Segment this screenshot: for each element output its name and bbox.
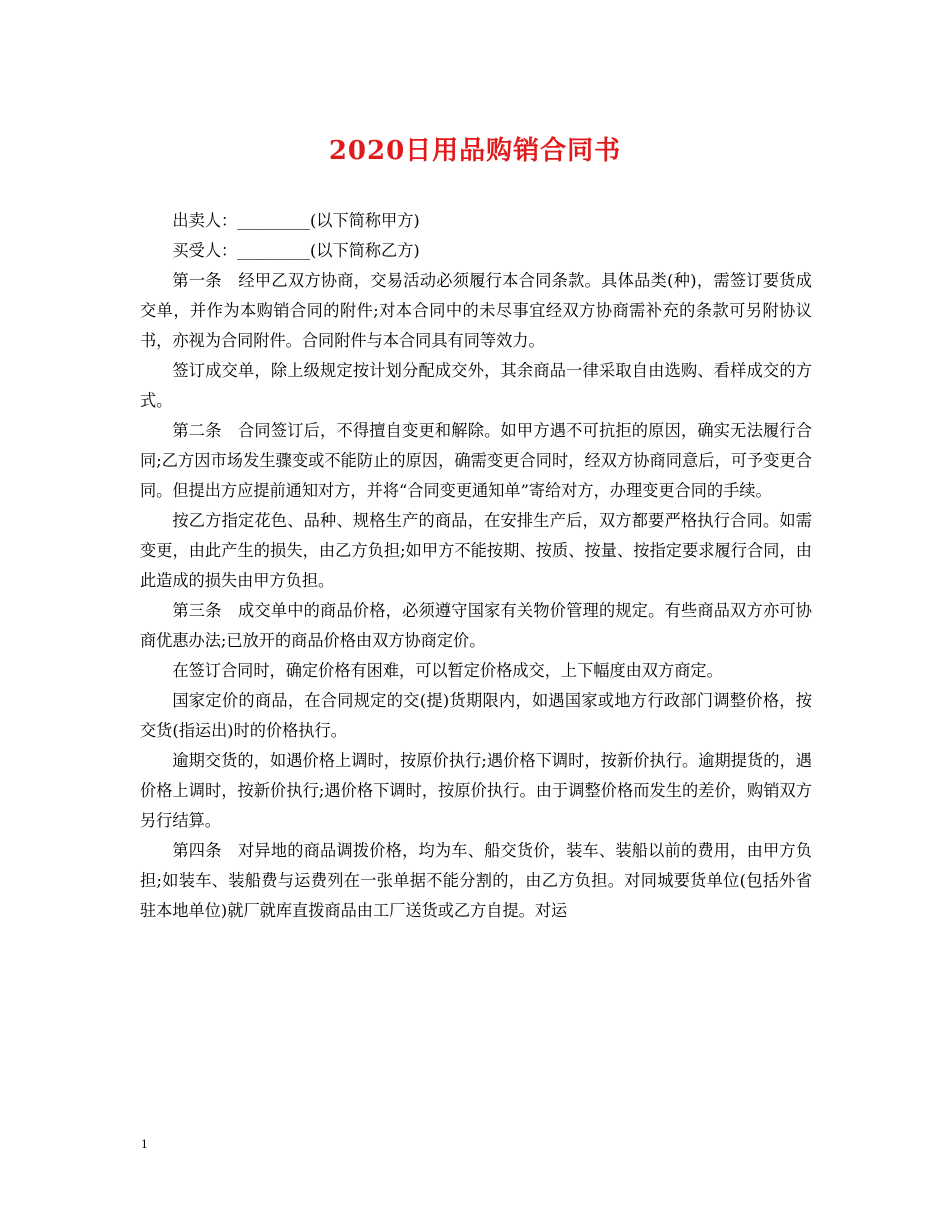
buyer-line: 买受人：_________(以下简称乙方) [172,241,420,260]
paragraph-overdue: 逾期交货的，如遇价格上调时，按原价执行;遇价格下调时，按新价执行。逾期提货的，遇价格上调时，按新价执行;遇价格下调时，按原价执行。由于调整价格而发生的差价，购销双方另行结算。 [140,751,812,830]
paragraph-state-price: 国家定价的商品，在合同规定的交(提)货期限内，如遇国家或地方行政部门调整价格，按交货(指运出)时的价格执行。 [140,691,812,740]
paragraph-order-form: 签订成交单，除上级规定按计划分配成交外，其余商品一律采取自由选购、看样成交的方式。 [140,361,812,410]
page-number: 1 [141,1136,148,1151]
seller-line: 出卖人：_________(以下简称甲方) [172,211,420,230]
paragraph-article-4: 第四条 对异地的商品调拨价格，均为车、船交货价，装车、装船以前的费用，由甲方负担;如装车、装船费与运费列在一张单据不能分割的，由乙方负担。对同城要货单位(包括外省驻本地单位)就厂就库直拨商品由工厂送货或乙方自提。对运 [140,841,812,920]
paragraph-specified-goods: 按乙方指定花色、品种、规格生产的商品，在安排生产后，双方都要严格执行合同。如需变更，由此产生的损失，由乙方负担;如甲方不能按期、按质、按量、按指定要求履行合同，由此造成的损失由甲方负担。 [140,511,812,590]
paragraph-provisional-price: 在签订合同时，确定价格有困难，可以暂定价格成交，上下幅度由双方商定。 [172,661,723,680]
document-body [140,206,812,926]
paragraph-article-2: 第二条 合同签订后，不得擅自变更和解除。如甲方遇不可抗拒的原因，确实无法履行合同;乙方因市场发生骤变或不能防止的原因，确需变更合同时，经双方协商同意后，可予变更合同。但提出方应提前通知对方，并将“合同变更通知单”寄给对方，办理变更合同的手续。 [140,421,812,500]
document-title: 2020日用品购销合同书 [328,136,622,166]
paragraph-article-1: 第一条 经甲乙双方协商，交易活动必须履行本合同条款。具体品类(种)，需签订要货成交单，并作为本购销合同的附件;对本合同中的未尽事宜经双方协商需补充的条款可另附协议书，亦视为合同附件。合同附件与本合同具有同等效力。 [140,271,812,350]
paragraph-article-3: 第三条 成交单中的商品价格，必须遵守国家有关物价管理的规定。有些商品双方亦可协商优惠办法;已放开的商品价格由双方协商定价。 [140,601,812,650]
